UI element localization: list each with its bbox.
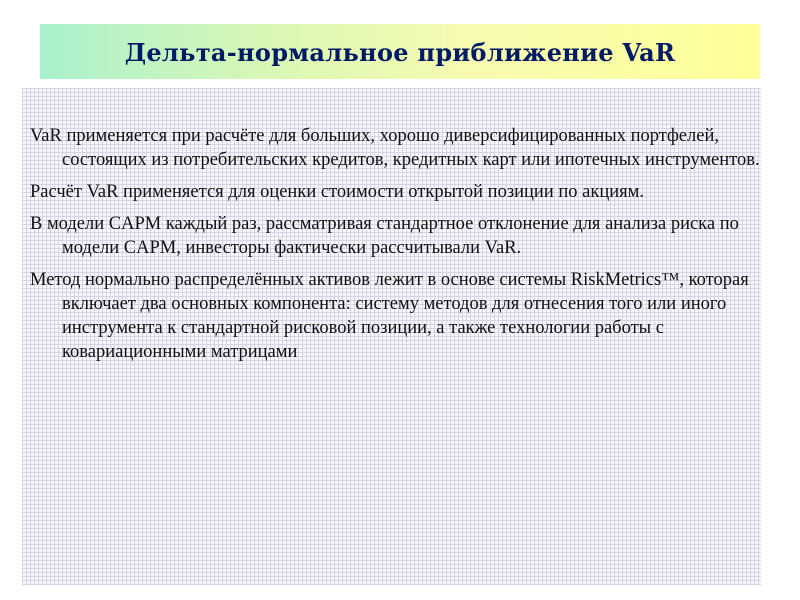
paragraph-3: В модели CAPM каждый раз, рассматривая стандартное отклонение для анализа риска по модели CAPM, инвесторы фактически рассчитывали VaR. xyxy=(30,214,739,258)
paragraph-2: Расчёт VaR применяется для оценки стоимости открытой позиции по акциям. xyxy=(30,182,644,202)
paragraph-1: VaR применяется при расчёте для больших, хорошо диверсифицированных портфелей, состоящих из потребительских кредитов, кредитных карт или ипотечных инструментов. xyxy=(30,126,760,170)
title-banner xyxy=(40,24,760,79)
paragraph-4: Метод нормально распределённых активов лежит в основе системы RiskMetrics™, которая включает два основных компонента: систему методов для отнесения того или иного инструмента к стандартной рисковой позиции, а также технологии работы с ковариационными матрицами xyxy=(30,270,749,362)
slide-title: Дельта-нормальное приближение VaR xyxy=(124,38,676,67)
paragraph-list xyxy=(30,124,760,372)
